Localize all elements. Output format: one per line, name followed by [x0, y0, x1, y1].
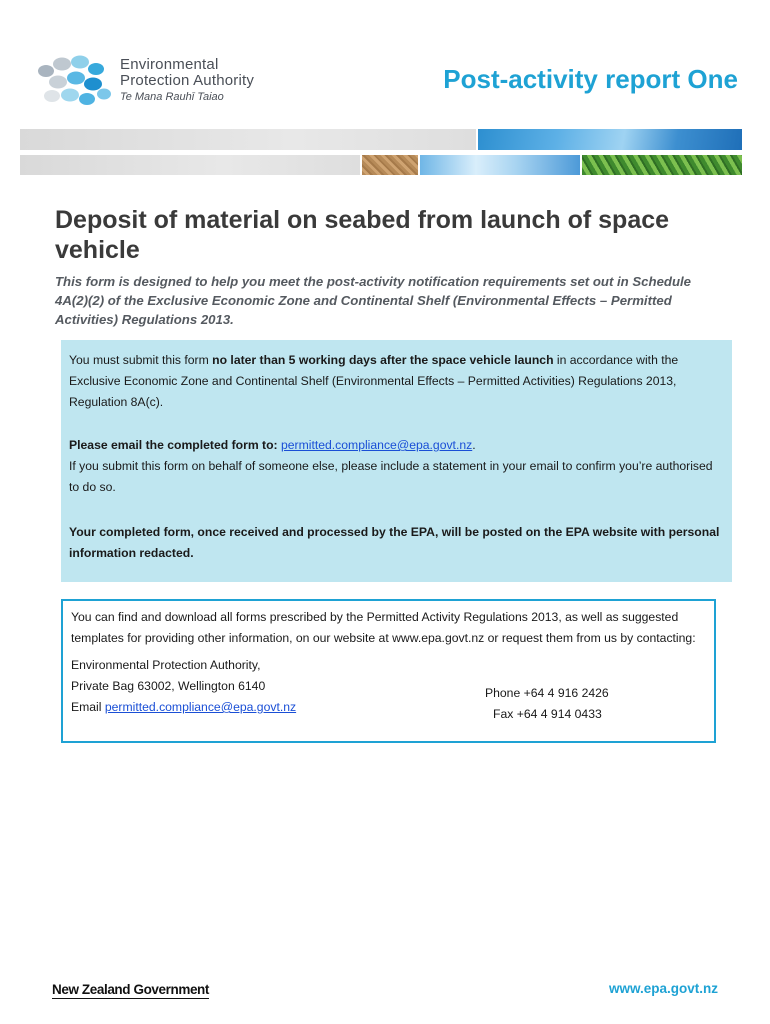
contact-phones — [485, 683, 609, 725]
contact-email-link[interactable]: permitted.compliance@epa.govt.nz — [104, 700, 297, 714]
behalf-paragraph: If you submit this form on behalf of someone else, please include a statement in your email to confirm you’re authorised to do so. — [69, 459, 713, 494]
contact-info-box — [61, 599, 716, 743]
contact-intro: You can find and download all forms prescribed by the Permitted Activity Regulations 2013, as well as suggested templates for providing other information, on our website at www.epa.govt.nz or request them from us by contacting: — [71, 610, 696, 645]
deadline-text-post: in accordance with the Exclusive Economic Zone and Continental Shelf (Environmental Effects – Permitted Activities) Regulations 2013, Regulation 8A(c). — [69, 353, 679, 409]
logo-line-1: Environmental — [120, 56, 219, 73]
epa-dots-logo-icon — [36, 55, 112, 107]
logo-wordmark — [120, 57, 254, 103]
email-instruction-label: Please email the completed form to: — [69, 438, 281, 452]
deadline-text-pre: You must submit this form — [69, 353, 213, 367]
contact-email-label: Email — [71, 700, 105, 714]
banner-fern-image — [582, 155, 742, 175]
contact-email-line — [71, 697, 706, 718]
website-url[interactable]: www.epa.govt.nz — [608, 981, 718, 996]
deadline-paragraph — [69, 350, 724, 413]
posted-notice — [69, 522, 724, 564]
email-instruction — [69, 435, 724, 456]
contact-fax: Fax +64 4 914 0433 — [493, 707, 602, 721]
logo-subtitle: Te Mana Rauhī Taiao — [120, 91, 224, 103]
document-heading: Deposit of material on seabed from launch of space vehicle — [55, 206, 670, 264]
report-title: Post-activity report One — [443, 64, 738, 94]
banner-grey-strip — [20, 155, 360, 175]
header-banner-top — [20, 129, 742, 150]
contact-org: Environmental Protection Authority, — [71, 658, 261, 672]
contact-address: Private Bag 63002, Wellington 6140 — [71, 679, 266, 693]
banner-grey-strip — [20, 129, 476, 150]
banner-sky-image — [478, 129, 742, 150]
banner-cloud-image — [420, 155, 580, 175]
banner-sand-image — [362, 155, 418, 175]
contact-phone: Phone +64 4 916 2426 — [485, 686, 609, 700]
logo-line-2: Protection Authority — [120, 72, 255, 89]
header-banner-bottom — [20, 155, 742, 175]
deadline-text-bold: no later than 5 working days after the space vehicle launch — [212, 353, 554, 367]
nz-government-logo: New Zealand Government — [52, 982, 209, 997]
compliance-email-link[interactable]: permitted.compliance@epa.govt.nz — [280, 438, 473, 452]
email-instruction-end: . — [472, 438, 476, 452]
posted-notice-text: Your completed form, once received and processed by the EPA, will be posted on the EPA website with personal information redacted. — [69, 525, 720, 560]
epa-logo — [36, 55, 286, 115]
intro-text: This form is designed to help you meet the post-activity notification requirements set out in Schedule 4A(2)(2) of the Exclusive Economic Zone and Continental Shelf (Environmental Effects – Permitted Activities) Regulations 2013. — [55, 274, 692, 327]
submission-notice-box — [61, 340, 732, 582]
